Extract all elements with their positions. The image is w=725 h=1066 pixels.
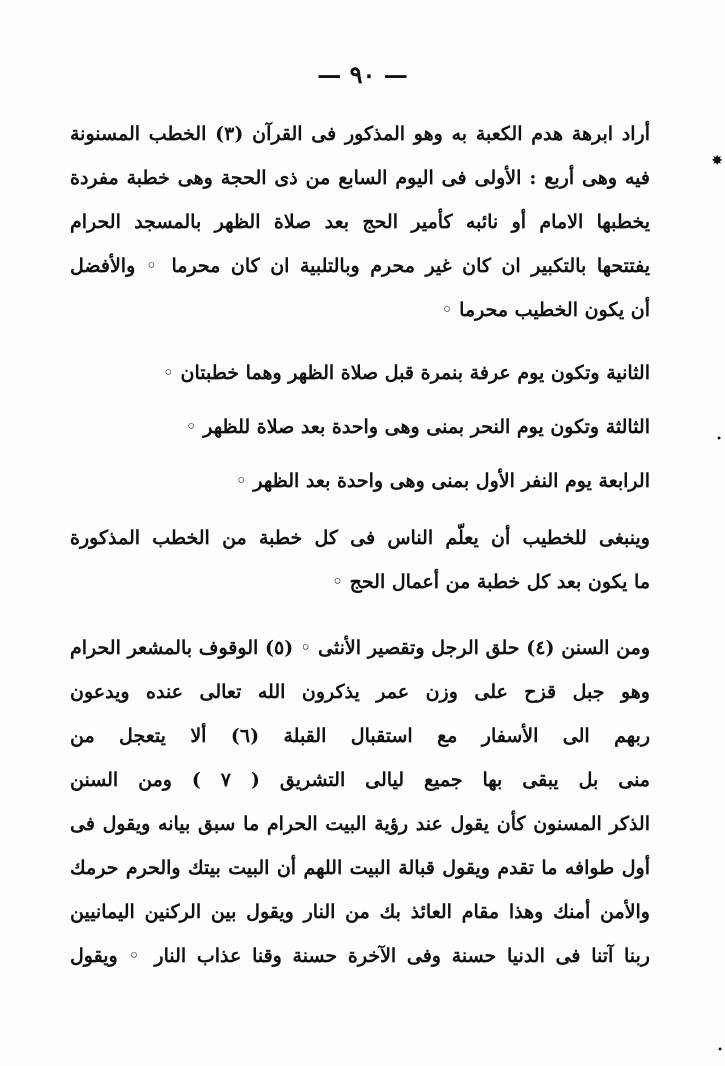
text-line-15: الذكر المسنون كأن يقول عند رؤية البيت الحرام ما سبق بيانه ويقول فى — [70, 813, 650, 835]
margin-dot-bottom: • — [717, 1045, 723, 1056]
text-line-17: والأمن أمنك وهذا مقام العائذ بك من النار ويقول بين الركنين اليمانيين — [70, 901, 650, 923]
page-number: — ٩٠ — — [317, 60, 408, 89]
text-line-18: ربنا آتنا فى الدنيا حسنة وفى الآخرة حسنة وقنا عذاب النار ◦ ويقول — [70, 945, 650, 967]
text-line-11: ومن السنن (٤) حلق الرجل وتقصير الأنثى ◦ (٥) الوقوف بالمشعر الحرام — [70, 637, 650, 659]
text-line-4: يفتتحها بالتكبير ان كان غير محرم وبالتلبية ان كان محرما ◦ والأفضل — [70, 255, 650, 277]
text-line-13: ربهم الى الأسفار مع استقبال القبلة (٦) ألا يتعجل من — [70, 725, 650, 747]
margin-ornament: ✸ — [711, 153, 723, 169]
text-line-10: ما يكون بعد كل خطبة من أعمال الحج ◦ — [331, 571, 650, 593]
text-line-6: الثانية وتكون يوم عرفة بنمرة قبل صلاة الظهر وهما خطبتان ◦ — [162, 362, 650, 384]
margin-dot: • — [716, 434, 722, 445]
text-line-12: وهو جبل قزح على وزن عمر يذكرون الله تعالى عنده ويدعون — [70, 681, 650, 703]
text-line-16: أول طوافه ما تقدم ويقول قبالة البيت اللهم أن البيت بيتك والحرم حرمك — [70, 857, 650, 879]
text-line-9: وينبغى للخطيب أن يعلّم الناس فى كل خطبة من الخطب المذكورة — [70, 527, 650, 549]
text-line-8: الرابعة يوم النفر الأول بمنى وهى واحدة بعد الظهر ◦ — [235, 470, 650, 492]
text-line-5: أن يكون الخطيب محرما ◦ — [441, 299, 650, 321]
text-line-1: أراد ابرهة هدم الكعبة به وهو المذكور فى القرآن (٣) الخطب المسنونة — [70, 123, 650, 145]
text-line-14: منى بل يبقى بها جميع ليالى التشريق ( ٧ ) ومن السنن — [70, 769, 650, 791]
text-line-7: الثالثة وتكون يوم النحر بمنى وهى واحدة بعد صلاة للظهر ◦ — [185, 416, 650, 438]
text-line-3: يخطبها الامام أو نائبه كأمير الحج بعد صلاة الظهر بالمسجد الحرام — [70, 211, 650, 233]
text-line-2: فيه وهى أربع : الأولى فى اليوم السابع من ذى الحجة وهى خطبة مفردة — [70, 167, 650, 189]
